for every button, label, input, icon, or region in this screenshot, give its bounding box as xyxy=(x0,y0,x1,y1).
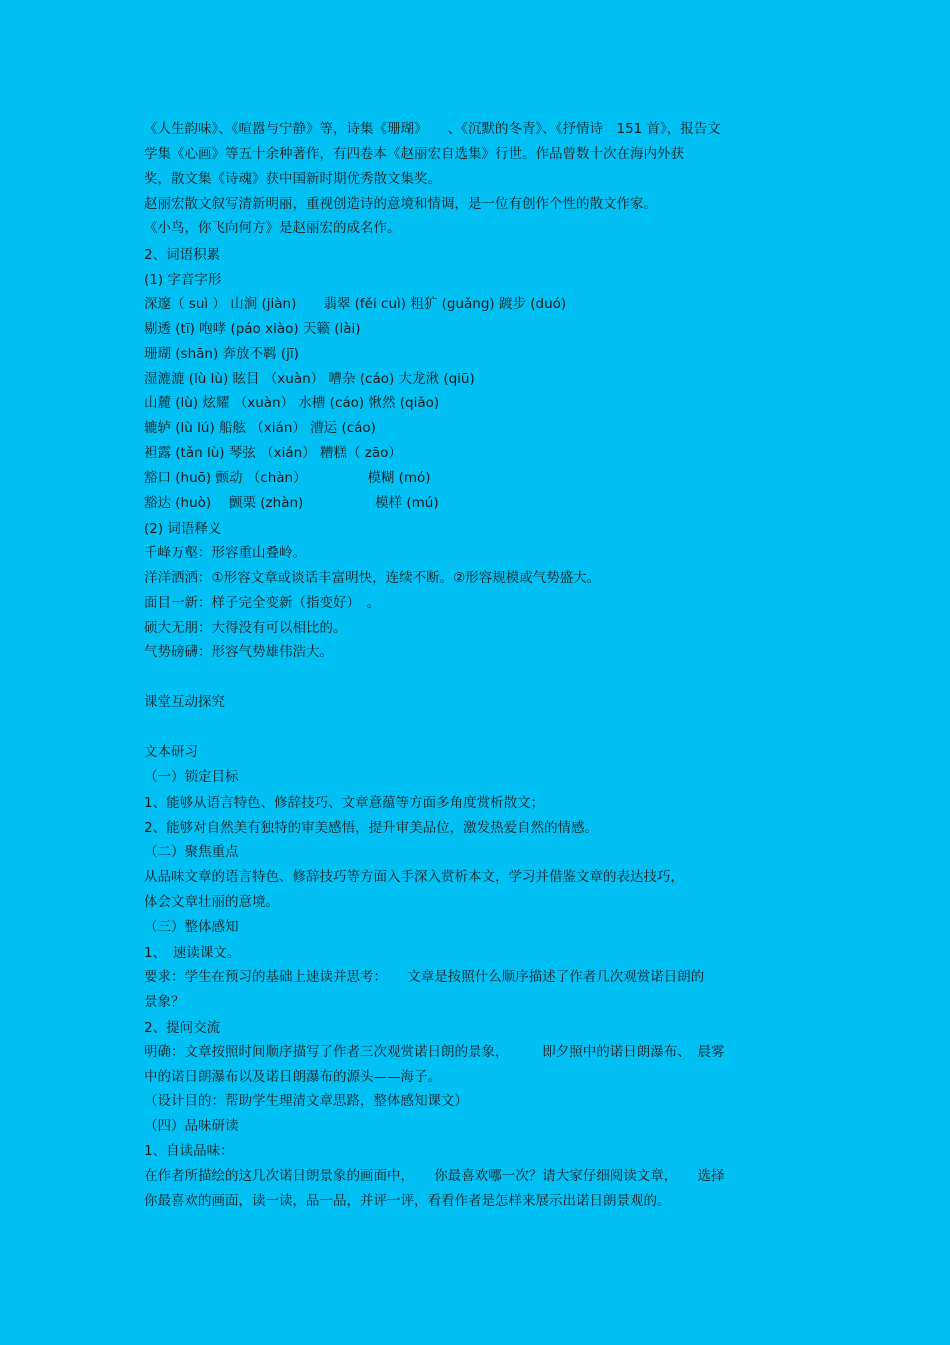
text-line: 《小鸟，你飞向何方》是赵丽宏的成名作。 xyxy=(144,220,401,236)
section-heading: 2、词语积累 xyxy=(144,247,221,263)
vocab-line: 山麓 (lù) 炫耀 （xuàn） 水槽 (cáo) 愀然 (qiǎo) xyxy=(144,395,440,411)
text-line: 明确：文章按照时间顺序描写了作者三次观赏诺日朗的景象， 即夕照中的诺日朗瀑布、 晨雾 xyxy=(144,1044,725,1060)
text-line: 你最喜欢的画面，读一读，品一品，并评一评，看看作者是怎样来展示出诺日朗景观的。 xyxy=(144,1193,671,1209)
text-line: 要求：学生在预习的基础上速读并思考： 文章是按照什么顺序描述了作者几次观赏诺日朗的 xyxy=(144,969,705,985)
text-line: 2、能够对自然美有独特的审美感悟，提升审美品位，激发热爱自然的情感。 xyxy=(144,820,599,836)
definition-line: 气势磅礴：形容气势雄伟浩大。 xyxy=(144,644,333,660)
text-line: 1、能够从语言特色、修辞技巧、文章意蕴等方面多角度赏析散文； xyxy=(144,795,545,811)
vocab-line: 剔透 (tī) 咆哮 (páo xiào) 天籁 (lài) xyxy=(144,321,361,337)
text-line: （设计目的：帮助学生理清文章思路，整体感知课文） xyxy=(144,1093,468,1109)
text-line: 《人生韵味》、《喧嚣与宁静》等，诗集《珊瑚》 、《沉默的冬青》、《抒情诗 151 首》，报告文 xyxy=(144,121,721,137)
section-heading: 文本研习 xyxy=(144,744,198,760)
text-line: 奖，散文集《诗魂》获中国新时期优秀散文集奖。 xyxy=(144,171,441,187)
subsection-heading: (2) 词语释义 xyxy=(144,521,222,537)
text-line: 赵丽宏散文叙写清新明丽，重视创造诗的意境和情调，是一位有创作个性的散文作家。 xyxy=(144,196,657,212)
text-line: 在作者所描绘的这几次诺日朗景象的画面中， 你最喜欢哪一次？请大家仔细阅读文章， 选择 xyxy=(144,1168,725,1184)
definition-line: 千峰万壑：形容重山叠岭。 xyxy=(144,545,306,561)
text-line: 2、提问交流 xyxy=(144,1020,221,1036)
vocab-line: 湿漉漉 (lù lù) 眩目 （xuàn） 嘈杂 (cáo) 大龙湫 (qiū) xyxy=(144,371,475,387)
vocab-line: 豁口 (huō) 颤动 （chàn） 模糊 (mó) xyxy=(144,470,431,486)
subsection-heading: (1) 字音字形 xyxy=(144,272,222,288)
definition-line: 面目一新：样子完全变新（指变好） 。 xyxy=(144,595,381,611)
section-heading: 课堂互动探究 xyxy=(144,694,225,710)
subsection-heading: （三）整体感知 xyxy=(144,919,239,935)
text-line: 1、自读品味： xyxy=(144,1143,234,1159)
subsection-heading: （二）聚焦重点 xyxy=(144,844,239,860)
vocab-line: 豁达 (huò) 颤栗 (zhàn) 模样 (mú) xyxy=(144,495,439,511)
text-line: 景象？ xyxy=(144,994,185,1010)
definition-line: 硕大无朋：大得没有可以相比的。 xyxy=(144,620,347,636)
vocab-line: 深邃（ suì ） 山涧 (jiàn) 翡翠 (fěi cuì) 粗犷 (guǎng) 踱步 (duó) xyxy=(144,296,567,312)
vocab-line: 珊瑚 (shān) 奔放不羁 (jī) xyxy=(144,346,299,362)
text-line: 中的诺日朗瀑布以及诺日朗瀑布的源头——海子。 xyxy=(144,1069,441,1085)
subsection-heading: （一）锁定目标 xyxy=(144,769,239,785)
definition-line: 洋洋洒洒：①形容文章或谈话丰富明快，连续不断。②形容规模或气势盛大。 xyxy=(144,570,601,586)
vocab-line: 辘轳 (lù lú) 船舷 （xián） 漕运 (cáo) xyxy=(144,420,376,436)
text-line: 1、 速读课文。 xyxy=(144,945,241,961)
text-line: 从品味文章的语言特色、修辞技巧等方面入手深入赏析本文，学习并借鉴文章的表达技巧， xyxy=(144,869,684,885)
text-line: 体会文章壮丽的意境。 xyxy=(144,894,279,910)
subsection-heading: （四）品味研读 xyxy=(144,1118,239,1134)
text-line: 学集《心画》等五十余种著作，有四卷本《赵丽宏自选集》行世。作品曾数十次在海内外获 xyxy=(144,146,684,162)
vocab-line: 袒露 (tǎn lù) 琴弦 （xián） 糟糕（ zāo） xyxy=(144,445,402,461)
